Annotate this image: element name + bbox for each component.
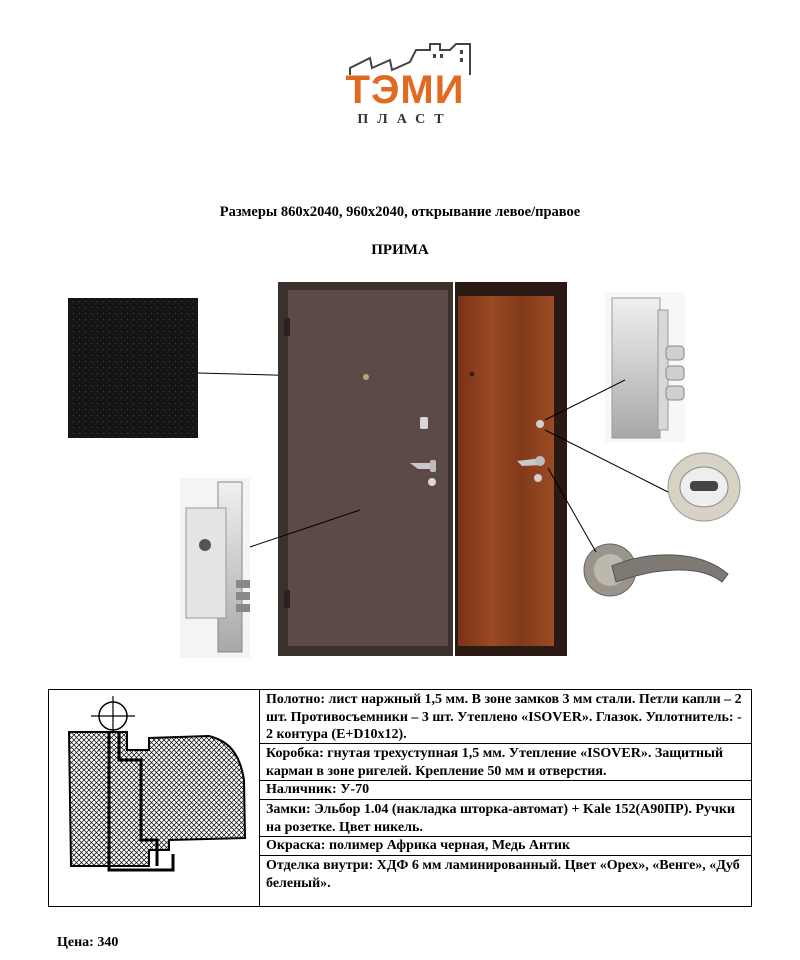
spec-row-paint: Окраска: полимер Африка черная, Медь Антик xyxy=(260,837,751,856)
door-exterior xyxy=(278,282,453,656)
paint-swatch xyxy=(68,298,198,438)
spec-row-interior: Отделка внутри: ХДФ 6 мм ламинированный. Цвет «Орех», «Венге», «Дуб беленый». xyxy=(266,858,740,891)
door-interior xyxy=(455,282,567,656)
company-logo xyxy=(330,40,480,130)
logo-brand-text: ТЭМИ xyxy=(345,68,465,112)
spec-table xyxy=(48,689,752,907)
spec-row-casing: Наличник: У-70 xyxy=(260,781,751,800)
model-name: ПРИМА xyxy=(371,242,429,258)
lock-cover-image xyxy=(668,453,740,521)
spec-row-frame: Коробка: гнутая трехуступная 1,5 мм. Утепление «ISOVER». Защитный карман в зоне ригелей. Крепление 50 мм и отверстия. xyxy=(260,744,751,781)
lock-kale-image xyxy=(605,292,685,442)
lock-elbor-image xyxy=(180,478,250,658)
handle-image xyxy=(584,544,728,596)
sizes-line: Размеры 860х2040, 960х2040, открывание левое/правое xyxy=(219,204,581,220)
frame-profile-drawing xyxy=(49,690,260,906)
price-label: Цена: 340 xyxy=(57,935,119,950)
spec-rows xyxy=(260,690,751,906)
spec-row-locks: Замки: Эльбор 1.04 (накладка шторка-автомат) + Kale 152(А90ПР). Ручки на розетке. Цвет никель. xyxy=(260,800,751,837)
spec-row-door-leaf: Полотно: лист наржный 1,5 мм. В зоне замков 3 мм стали. Петли капли – 2 шт. Противосъемники – 3 шт. Утеплено «ISOVER». Глазок. Уплотнитель: - 2 контура (Е+D10х12). xyxy=(260,690,751,744)
door-product-illustration xyxy=(0,270,800,670)
logo-sub-text: ПЛАСТ xyxy=(357,112,453,127)
